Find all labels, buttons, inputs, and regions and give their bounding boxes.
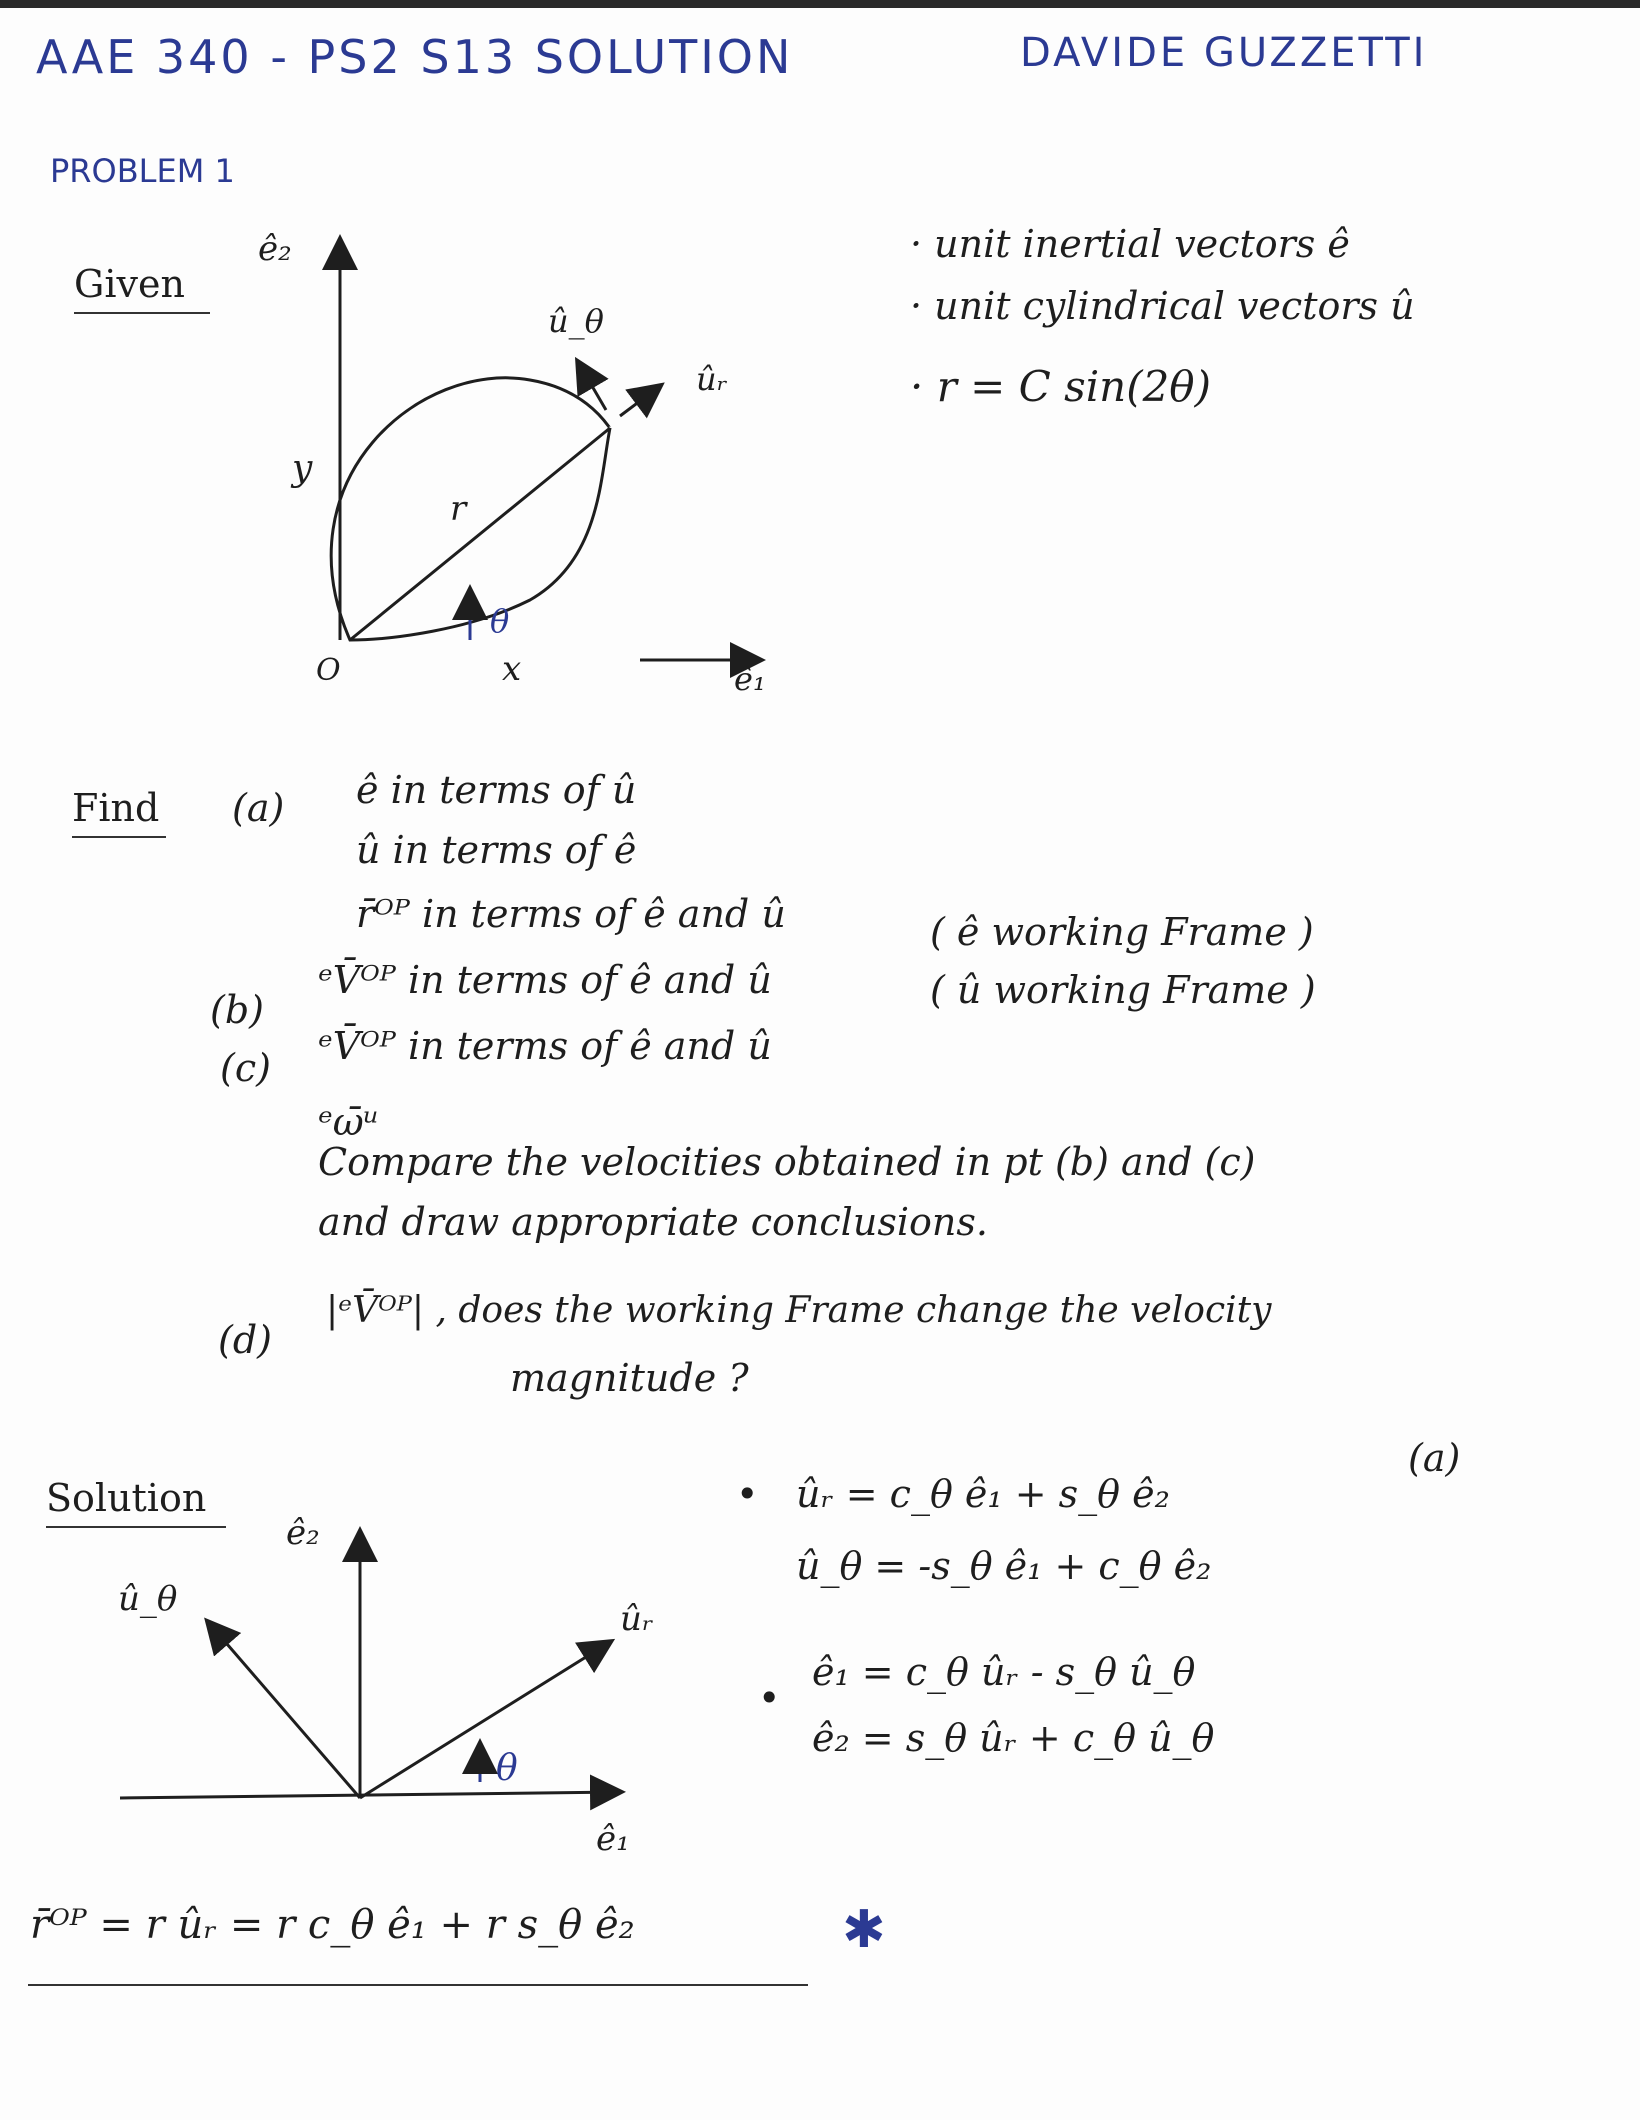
diagram-label-utheta: û_θ — [548, 302, 604, 340]
solution-bullet-1: • — [736, 1472, 759, 1516]
scan-top-edge — [0, 0, 1640, 8]
find-label: Find — [72, 786, 166, 838]
ur-vector-solution — [360, 1642, 610, 1798]
find-compare-2: and draw appropriate conclusions. — [318, 1200, 988, 1244]
find-d-label: (d) — [218, 1318, 272, 1362]
radius-line — [350, 428, 610, 640]
solution-label: Solution — [46, 1476, 226, 1528]
solution-eq-1: ûᵣ = c_θ ê₁ + s_θ ê₂ — [796, 1472, 1170, 1516]
find-d-line: |ᵉV̄ᴼᴾ| , does the working Frame change the velocity — [326, 1290, 1272, 1331]
find-b-label: (b) — [210, 988, 264, 1032]
diagram-label-ur: ûᵣ — [696, 360, 728, 398]
given-item-2: · unit cylindrical vectors û — [910, 284, 1415, 328]
diagram-label-y: y — [292, 448, 313, 489]
find-a-line-3: r̄ᴼᴾ in terms of ê and û — [356, 892, 786, 936]
given-label: Given — [74, 262, 210, 314]
solution-diagram — [100, 1480, 700, 1860]
given-item-3: · r = C sin(2θ) — [910, 362, 1211, 411]
solution-final-equation: r̄ᴼᴾ = r ûᵣ = r c_θ ê₁ + r s_θ ê₂ — [30, 1902, 635, 1948]
find-c-frame: ( û working Frame ) — [930, 968, 1316, 1012]
find-a-label: (a) — [232, 786, 285, 830]
find-c-label: (c) — [220, 1046, 271, 1090]
given-diagram — [240, 220, 800, 700]
ur-vector — [620, 386, 660, 416]
diagram-label-origin: O — [316, 653, 341, 688]
solution-eq-2: û_θ = -s_θ ê₁ + c_θ ê₂ — [796, 1544, 1212, 1588]
author-name: DAVIDE GUZZETTI — [1020, 30, 1428, 76]
diagram-label-e2: ê₂ — [258, 229, 292, 269]
find-b-frame: ( ê working Frame ) — [930, 910, 1314, 954]
star-mark: ✱ — [842, 1900, 886, 1960]
solution-eq-3: ê₁ = c_θ ûᵣ - s_θ û_θ — [812, 1650, 1196, 1694]
utheta-vector — [578, 362, 606, 410]
solution-bullet-2: • — [758, 1676, 781, 1720]
sol-label-utheta: û_θ — [118, 1579, 178, 1619]
document-title: AAE 340 - PS2 S13 SOLUTION — [36, 30, 794, 84]
sol-label-e2: ê₂ — [286, 1513, 320, 1553]
find-b-line: ᵉV̄ᴼᴾ in terms of ê and û — [318, 958, 772, 1002]
find-omega: ᵉω̄ᵘ — [318, 1100, 379, 1144]
final-equation-underline — [28, 1984, 808, 1986]
find-compare-1: Compare the velocities obtained in pt (b) and (c) — [318, 1140, 1256, 1184]
sol-label-e1: ê₁ — [596, 1819, 630, 1859]
sol-label-ur: ûᵣ — [620, 1599, 654, 1639]
find-c-line: ᵉV̄ᴼᴾ in terms of ê and û — [318, 1024, 772, 1068]
problem-label: PROBLEM 1 — [50, 152, 235, 190]
utheta-vector-solution — [208, 1622, 360, 1798]
diagram-label-x: x — [502, 649, 522, 689]
find-a-line-2: û in terms of ê — [356, 828, 637, 872]
diagram-label-theta: θ — [490, 602, 510, 640]
diagram-label-r: r — [450, 489, 467, 529]
find-d-line-2: magnitude ? — [510, 1356, 749, 1400]
sol-label-theta: θ — [496, 1748, 518, 1789]
solution-part-label: (a) — [1408, 1436, 1461, 1480]
given-item-1: · unit inertial vectors ê — [910, 222, 1350, 266]
find-a-line-1: ê in terms of û — [356, 768, 637, 812]
solution-eq-4: ê₂ = s_θ ûᵣ + c_θ û_θ — [812, 1716, 1215, 1760]
diagram-label-e1: ê₁ — [734, 660, 766, 698]
